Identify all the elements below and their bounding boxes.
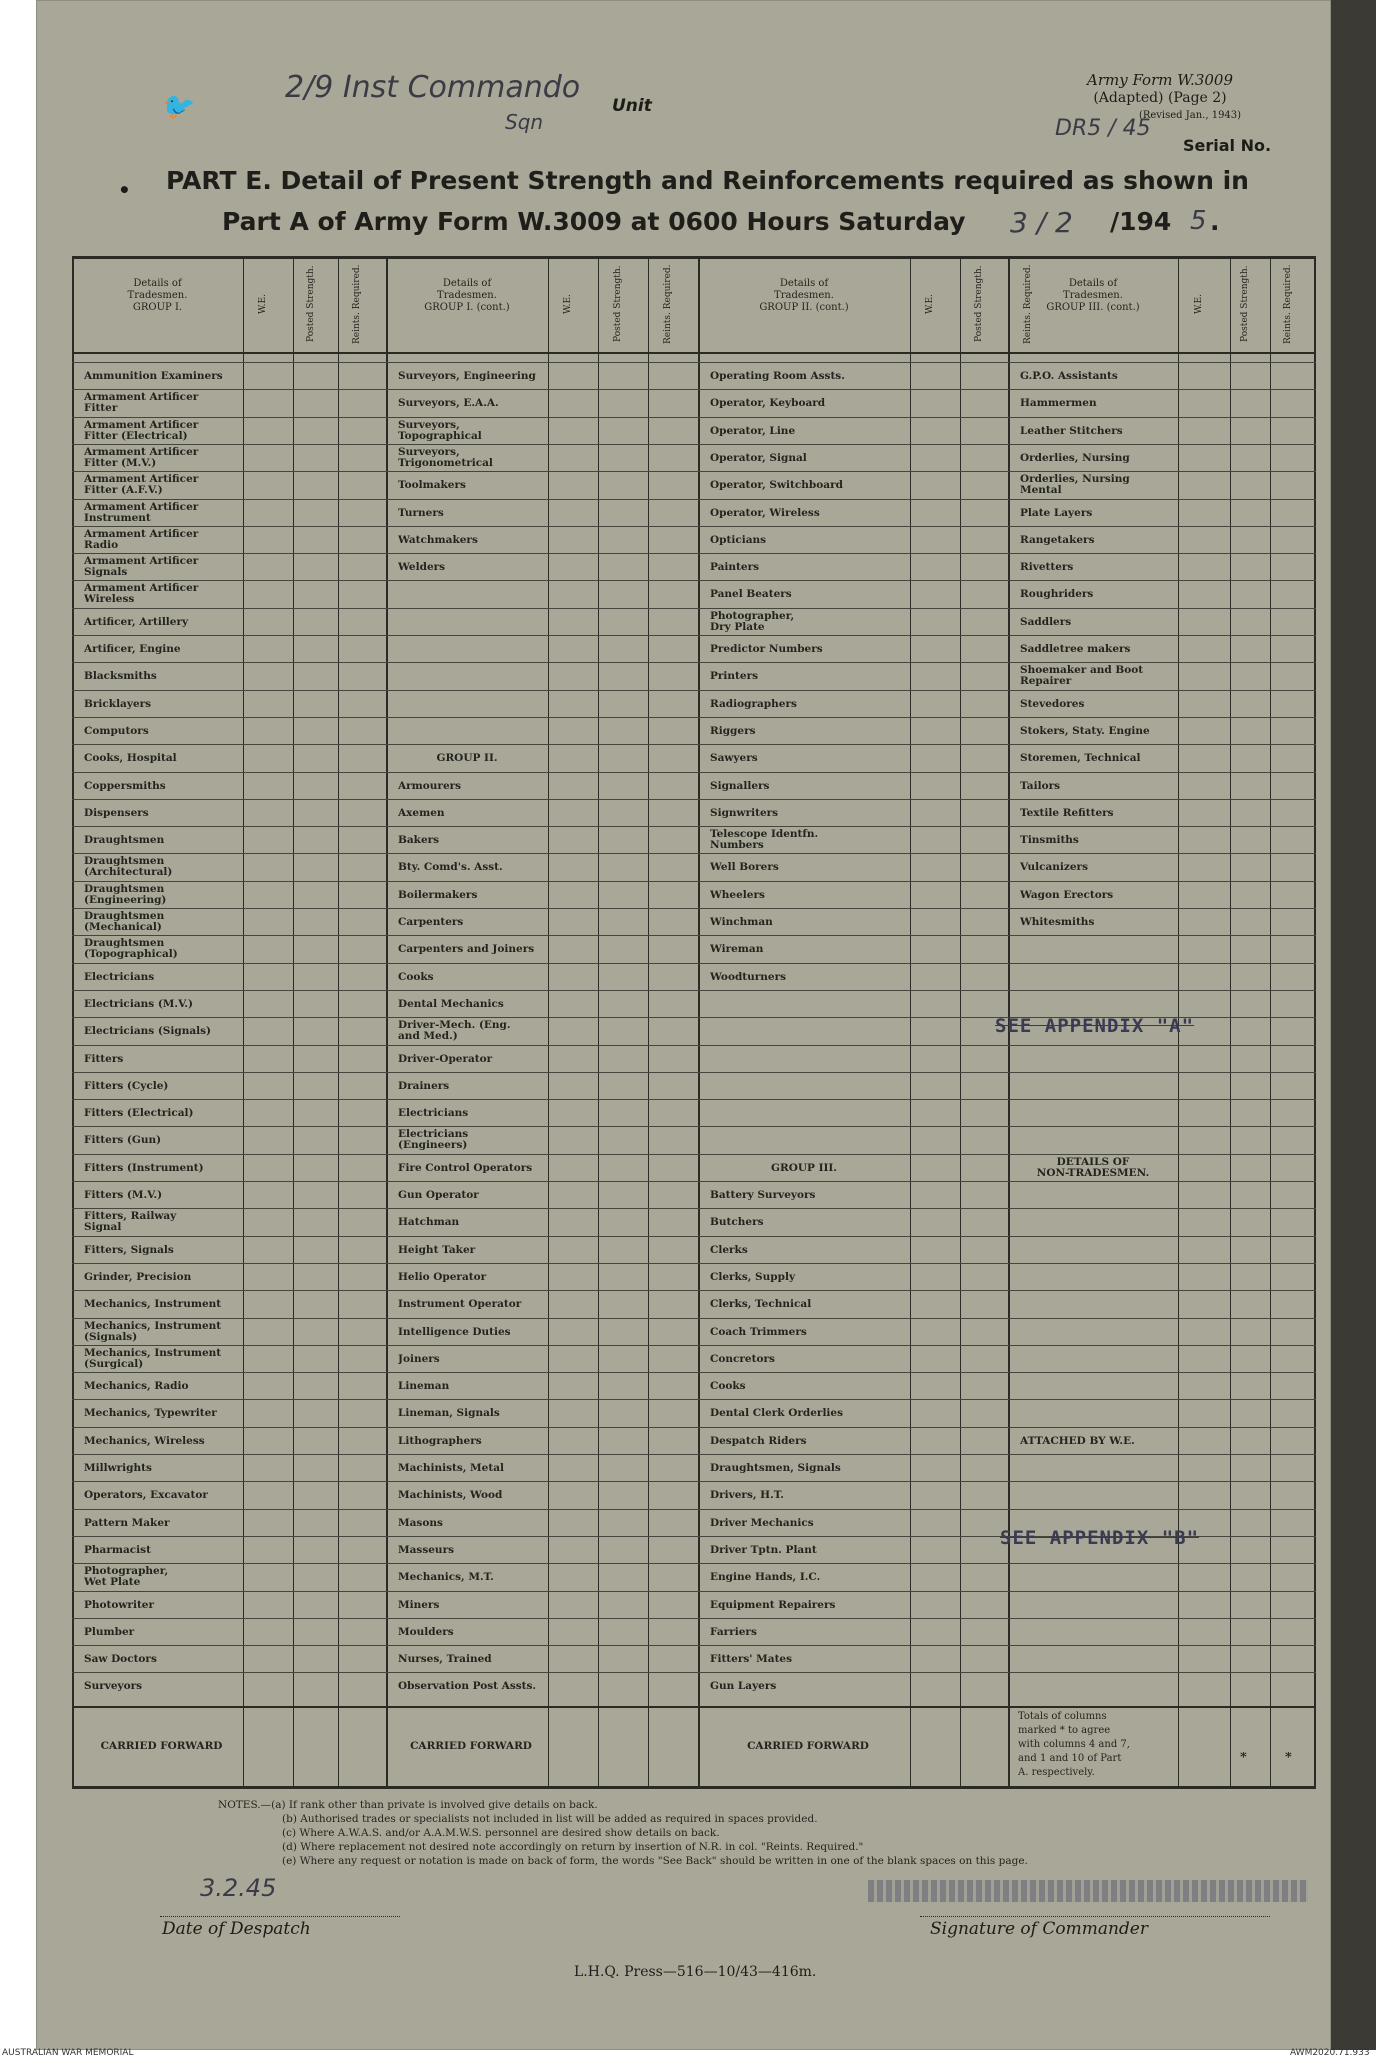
row-rule [72,799,1316,800]
row-rule [72,1454,1316,1455]
trade-label: Millwrights [84,1463,152,1474]
trade-label: Masons [398,1517,443,1529]
trade-label: Lineman [398,1381,450,1393]
trade-label: Butchers [710,1217,764,1229]
row-rule [72,1563,1316,1564]
trade-label: Miners [398,1599,440,1611]
trade-label: Operators, Excavator [84,1490,208,1502]
totals-note: Totals of columns marked * to agree with columns 4 and 7, and 1 and 10 of Part A. respectively. [1018,1711,1130,1778]
row-rule [72,444,1316,445]
row-rule [72,1427,1316,1428]
trade-label: Draughtsmen (Architectural) [84,856,173,879]
row-rule [72,990,1316,991]
trade-label: Photographer, Wet Plate [84,1566,169,1589]
trade-label: Lithographers [398,1435,482,1447]
trade-label: Gun Operator [398,1190,479,1201]
signature-line [920,1916,1270,1917]
row-rule [72,1509,1316,1510]
trade-label: Plumber [84,1626,135,1638]
column-header-group: Details of Tradesmen. GROUP I. [127,278,188,313]
trade-label: Carpenters [398,917,464,928]
trade-label: Masseurs [398,1544,455,1556]
trade-label: Telescope Identfn. Numbers [710,829,819,852]
trade-label: Instrument Operator [398,1299,522,1311]
note-b: (b) Authorised trades or specialists not included in list will be added as required in spaces provided. [282,1813,818,1825]
trade-label: Fitters, Railway Signal [84,1211,177,1234]
trade-label: Fitters' Mates [710,1654,793,1666]
column-header-posted-strength: Posted Strength. [1240,265,1250,343]
trade-label: Fire Control Operators [398,1162,533,1174]
trade-label: Intelligence Duties [398,1326,511,1338]
trade-label: Surveyors, Trigonometrical [398,446,493,469]
trade-label: Dental Clerk Orderlies [710,1408,844,1420]
carried-forward-label: CARRIED FORWARD [747,1741,869,1752]
trade-label: Moulders [398,1626,454,1638]
trade-label: Artificer, Engine [84,644,181,655]
form-revised: (Revised Jan., 1943) [1138,110,1242,121]
row-rule [72,1672,1316,1673]
trade-label: Mechanics, Instrument (Signals) [84,1320,222,1343]
archive-id: AWM2020.71.933 [1290,2048,1370,2058]
row-rule [72,362,1316,363]
row-rule [72,553,1316,554]
unit-sub-handwritten: Sqn [505,110,544,134]
serial-label: Serial No. [1183,136,1272,155]
trade-label: Observation Post Assts. [398,1681,537,1693]
row-rule [72,935,1316,936]
trade-label: Signwriters [710,807,779,819]
trade-label: Surveyors, Topographical [398,419,482,442]
trade-label: Grinder, Precision [84,1271,192,1283]
row-rule [72,580,1316,581]
trade-label: Armament Artificer Fitter [84,392,199,415]
row-rule [72,389,1316,390]
trade-label: Fitters (Gun) [84,1135,162,1147]
trade-label: Pattern Maker [84,1517,170,1529]
carried-forward-label: CARRIED FORWARD [410,1741,532,1752]
trade-label: Winchman [710,917,773,928]
trade-label: Joiners [398,1353,440,1365]
trade-label: Cooks [710,1381,746,1393]
trade-label: Predictor Numbers [710,644,823,655]
row-rule [72,1126,1316,1127]
trade-label: Hatchman [398,1217,460,1229]
trade-label: Bty. Comd's. Asst. [398,862,503,874]
column-rule [293,256,294,1786]
row-rule [72,1372,1316,1373]
row-rule [72,908,1316,909]
year-dot: . [1210,207,1220,236]
row-rule [72,1236,1316,1237]
note-a: NOTES.—(a) If rank other than private is involved give details on back. [218,1799,598,1811]
trade-label: Armament Artificer Fitter (A.F.V.) [84,474,199,497]
trade-label: Cooks, Hospital [84,753,177,765]
trade-label: Driver Tptn. Plant [710,1544,817,1556]
bullet-dot: • [118,178,131,202]
column-header-group: Details of Tradesmen. GROUP III. (cont.) [1046,278,1140,313]
trade-label: Fitters (Cycle) [84,1080,169,1092]
carried-forward-label: CARRIED FORWARD [100,1741,223,1752]
archive-credit: AUSTRALIAN WAR MEMORIAL [2,2048,134,2058]
trade-label: Gun Layers [710,1681,777,1693]
column-header-we: W.E. [925,294,935,314]
serial-handwritten: DR5 / 45 [1055,116,1151,141]
trade-label: Cooks [398,971,434,983]
row-rule [72,1645,1316,1646]
trade-label: Despatch Riders [710,1435,807,1447]
row-rule [72,826,1316,827]
despatch-date-handwritten: 3.2.45 [200,1874,277,1902]
bird-mark: 🐦 [160,92,193,122]
trade-label: Draughtsmen [84,835,165,847]
trade-label: Stokers, Staty. Engine [1020,725,1150,737]
row-rule [72,1481,1316,1482]
totals-star-marker: * [1285,1752,1292,1763]
trade-label: Electricians (M.V.) [84,998,194,1010]
trade-label: Opticians [710,534,767,546]
trade-label: Boilermakers [398,889,478,901]
trade-label: Rangetakers [1020,534,1095,546]
trade-label: Electricians (Signals) [84,1026,212,1038]
year-handwritten: 5 [1190,206,1207,236]
stamp-appendix-b: SEE APPENDIX "B" [1000,1527,1200,1549]
trade-label: Riggers [710,725,756,737]
trade-label: Signallers [710,780,770,792]
trade-label: Engine Hands, I.C. [710,1572,821,1584]
trade-label: Axemen [398,807,445,819]
trade-label: Mechanics, Radio [84,1381,189,1393]
title-line1: PART E. Detail of Present Strength and Reinforcements required as shown in [166,166,1249,195]
trade-label: Armament Artificer Radio [84,528,199,551]
row-rule [72,1181,1316,1182]
trade-label: Wireman [710,944,764,956]
unit-label: Unit [612,96,652,116]
trade-label: Hammermen [1020,398,1097,410]
trade-label: Electricians (Engineers) [398,1129,469,1152]
row-rule [72,717,1316,718]
trade-label: Watchmakers [398,534,478,546]
trade-label: Woodturners [710,971,787,983]
trade-label: Armament Artificer Instrument [84,501,199,524]
trade-label: Computors [84,725,149,737]
trade-label: Armament Artificer Wireless [84,583,199,606]
trade-label: Concretors [710,1353,775,1365]
date-of-despatch-label: Date of Despatch [162,1919,311,1939]
title-line2: Part A of Army Form W.3009 at 0600 Hours Saturday [222,207,966,236]
trade-label: Sawyers [710,753,758,765]
trade-label: Draughtsmen (Topographical) [84,938,178,961]
row-rule [72,471,1316,472]
trade-label: Surveyors [84,1681,143,1693]
trade-label: Turners [398,507,444,519]
row-rule [72,853,1316,854]
trade-label: Fitters (M.V.) [84,1190,163,1201]
trade-label: Machinists, Wood [398,1490,503,1502]
row-rule [72,1345,1316,1346]
trade-label: Lineman, Signals [398,1408,500,1420]
column-rule [960,256,961,1786]
row-rule [72,417,1316,418]
row-rule [72,881,1316,882]
trade-label: Height Taker [398,1244,476,1256]
trade-label: Draughtsmen, Signals [710,1463,841,1474]
trade-label: Radiographers [710,698,797,710]
trade-label: Orderlies, Nursing Mental [1020,474,1130,497]
table-bottom-rule [72,1786,1316,1789]
trade-label: Farriers [710,1626,757,1638]
trade-label: Draughtsmen (Mechanical) [84,911,165,933]
trade-label: Blacksmiths [84,671,157,683]
column-rule [598,256,599,1786]
trade-label: GROUP III. [771,1162,837,1174]
trade-label: Bakers [398,835,440,847]
column-header-we: W.E. [563,294,573,314]
trade-label: Clerks, Supply [710,1271,796,1283]
trade-label: Textile Refitters [1020,807,1114,819]
row-rule [72,690,1316,691]
year-printed: /194 [1110,207,1172,236]
row-rule [72,1263,1316,1264]
column-rule [338,256,339,1786]
trade-label: Fitters [84,1053,124,1065]
block-divider [386,256,388,1786]
trade-label: Nurses, Trained [398,1654,492,1666]
trade-label: Armament Artificer Signals [84,556,199,579]
row-rule [72,526,1316,527]
form-adapted: (Adapted) (Page 2) [1093,90,1227,106]
trade-label: Machinists, Metal [398,1463,504,1474]
row-rule [72,499,1316,500]
row-rule [72,963,1316,964]
trade-label: Ammunition Examiners [84,371,223,382]
trade-label: Operating Room Assts. [710,371,845,382]
note-c: (c) Where A.W.A.S. and/or A.A.M.W.S. personnel are desired show details on back. [282,1827,720,1839]
trade-label: Rivetters [1020,562,1074,574]
column-header-reints-required: Reints. Required. [1283,264,1293,344]
trade-label: Mechanics, Wireless [84,1435,205,1447]
trade-label: Vulcanizers [1020,862,1089,874]
trade-label: Driver-Mech. (Eng. and Med.) [398,1020,511,1043]
trade-label: Clerks [710,1244,748,1256]
column-header-we: W.E. [258,294,268,314]
trade-label: Armament Artificer Fitter (Electrical) [84,419,199,442]
row-rule [72,772,1316,773]
trade-label: Saw Doctors [84,1654,157,1666]
trade-label: Mechanics, Instrument [84,1299,222,1311]
row-rule [72,1154,1316,1155]
trade-label: Clerks, Technical [710,1299,812,1311]
row-rule [72,1208,1316,1209]
trade-label: Pharmacist [84,1544,151,1556]
trade-label: Stevedores [1020,698,1085,710]
column-header-reints-required: Reints. Required. [352,264,362,344]
trade-label: GROUP II. [436,753,498,765]
trade-label: ATTACHED BY W.E. [1020,1435,1135,1447]
trade-label: Saddletree makers [1020,644,1131,655]
trade-label: Operator, Signal [710,452,807,464]
row-rule [72,744,1316,745]
trade-label: Plate Layers [1020,507,1093,519]
trade-label: Driver-Operator [398,1053,493,1065]
totals-star-marker: * [1240,1752,1247,1763]
column-rule [910,256,911,1786]
trade-label: Fitters (Electrical) [84,1108,194,1120]
note-e: (e) Where any request or notation is made on back of form, the words "See Back" should be written in one of the blank spaces on this page. [282,1855,1028,1867]
trade-label: Saddlers [1020,616,1072,628]
table-right-rule [1314,256,1316,1786]
trade-label: Coppersmiths [84,780,166,792]
form-number: Army Form W.3009 [1087,71,1233,89]
trade-label: Coach Trimmers [710,1326,807,1338]
trade-label: Wheelers [710,889,765,901]
trade-label: Dental Mechanics [398,998,504,1010]
trade-label: Mechanics, Instrument (Surgical) [84,1347,222,1370]
row-rule [72,1591,1316,1592]
trade-label: Tinsmiths [1020,835,1079,847]
column-rule [1230,256,1231,1786]
trade-label: Surveyors, Engineering [398,371,536,382]
trade-label: Leather Stitchers [1020,425,1123,437]
trade-label: Draughtsmen (Engineering) [84,883,167,906]
row-rule [72,635,1316,636]
column-header-group: Details of Tradesmen. GROUP I. (cont.) [424,278,510,313]
trade-label: Mechanics, M.T. [398,1572,494,1584]
trade-label: Driver Mechanics [710,1517,814,1529]
column-rule [648,256,649,1786]
column-header-reints-required: Reints. Required. [1023,264,1033,344]
trade-label: Well Borers [710,862,779,874]
row-rule [72,1290,1316,1291]
row-rule [72,608,1316,609]
trade-label: Storemen, Technical [1020,753,1141,765]
trade-label: Armament Artificer Fitter (M.V.) [84,446,199,469]
trade-label: Painters [710,562,760,574]
trade-label: Shoemaker and Boot Repairer [1020,665,1144,688]
header-bottom-rule [72,352,1316,354]
press-line: L.H.Q. Press—516—10/43—416m. [574,1964,817,1980]
trade-label: Fitters, Signals [84,1244,174,1256]
column-header-posted-strength: Posted Strength. [613,265,623,343]
trade-label: Whitesmiths [1020,917,1095,928]
trade-label: Drainers [398,1080,450,1092]
row-rule [72,1618,1316,1619]
row-rule [72,1318,1316,1319]
column-header-posted-strength: Posted Strength. [305,265,316,343]
column-header-reints-required: Reints. Required. [663,264,673,344]
unit-handwritten: 2/9 Inst Commando [285,70,581,105]
trade-label: Helio Operator [398,1271,487,1283]
trade-label: Carpenters and Joiners [398,944,535,956]
trade-label: Armourers [398,780,462,792]
trade-label: Tailors [1020,780,1061,792]
column-header-group: Details of Tradesmen. GROUP II. (cont.) [759,278,849,313]
trade-label: Battery Surveyors [710,1190,816,1201]
trade-label: Operator, Line [710,425,796,437]
stamp-appendix-a: SEE APPENDIX "A" [995,1015,1195,1037]
trade-label: Photowriter [84,1599,155,1611]
trade-label: Equipment Repairers [710,1599,836,1611]
trade-label: Printers [710,671,759,683]
trade-label: Wagon Erectors [1020,889,1114,901]
trade-label: Roughriders [1020,589,1094,601]
trade-label: Operator, Keyboard [710,398,826,410]
signature-of-commander-label: Signature of Commander [930,1919,1148,1939]
commander-signature-stamp [868,1880,1308,1902]
trade-label: Operator, Wireless [710,507,820,519]
row-rule [72,662,1316,663]
trade-label: Panel Beaters [710,589,792,601]
trade-label: Surveyors, E.A.A. [398,398,499,410]
note-d: (d) Where replacement not desired note accordingly on return by insertion of N.R. in col. "Reints. Required." [282,1841,864,1853]
date-handwritten: 3 / 2 [1010,206,1073,239]
block-divider [698,256,700,1786]
trade-label: DETAILS OF NON-TRADESMEN. [1036,1156,1150,1179]
column-rule [548,256,549,1786]
row-rule [72,1045,1316,1046]
date-line [160,1916,400,1917]
trade-label: Toolmakers [398,480,466,492]
trade-label: Welders [398,562,446,574]
trade-label: G.P.O. Assistants [1020,371,1118,382]
row-rule [72,1399,1316,1400]
column-header-posted-strength: Posted Strength. [974,265,984,343]
carried-forward-rule [72,1706,1316,1708]
trade-label: Mechanics, Typewriter [84,1408,217,1420]
trade-label: Fitters (Instrument) [84,1162,204,1174]
row-rule [72,1099,1316,1100]
trade-label: Electricians [84,971,155,983]
trade-label: Drivers, H.T. [710,1490,784,1502]
row-rule [72,1072,1316,1073]
trade-label: Bricklayers [84,698,152,710]
column-header-we: W.E. [1194,294,1204,314]
trade-label: Dispensers [84,807,149,819]
trade-label: Operator, Switchboard [710,480,843,492]
table-left-rule [72,256,74,1786]
column-rule [243,256,244,1786]
table-top-rule [72,256,1316,259]
trade-label: Electricians [398,1108,469,1120]
trade-label: Photographer, Dry Plate [710,610,795,633]
column-rule [1270,256,1271,1786]
trade-label: Artificer, Artillery [84,616,189,628]
trade-label: Orderlies, Nursing [1020,452,1130,464]
